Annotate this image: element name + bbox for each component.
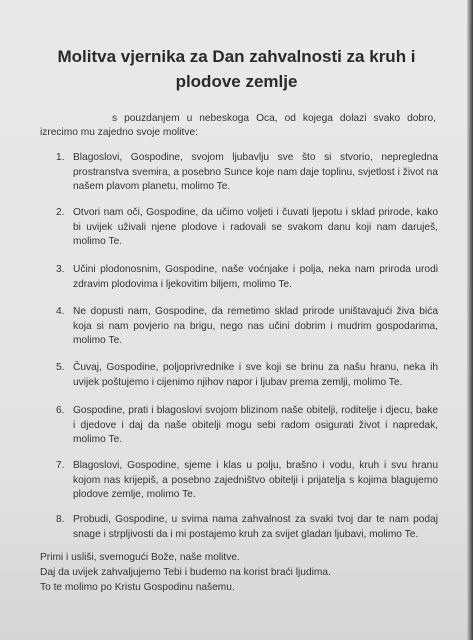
item-text: Čuvaj, Gospodine, poljoprivrednike i sve koji se brinu za našu hranu, neka ih uvijek poštujemo i cijenimo njihov napor i ljubav prema zemlji, molimo Te. xyxy=(73,362,438,388)
prayer-item-1 xyxy=(56,151,438,195)
prayer-item-6 xyxy=(56,404,438,448)
item-text: Ne dopusti nam, Gospodine, da remetimo sklad prirode uništavajući živa bića koja si nam povjerio na brigu, nego nas učini dobrim i mudrim gospodarima, molimo Te. xyxy=(73,306,438,346)
closing-line-3: To te molimo po Kristu Gospodinu našemu. xyxy=(40,582,235,593)
title-line-1: Molitva vjernika za Dan zahvalnosti za kruh i xyxy=(57,47,416,66)
item-text: Otvori nam oči, Gospodine, da učimo voljeti i čuvati ljepotu i sklad prirode, kako bi uvijek uživali njene plodove i radovali se svakom danu koji nam daruješ, molimo Te. xyxy=(73,207,438,247)
intro-paragraph xyxy=(40,112,436,140)
item-text: Gospodine, prati i blagoslovi svojom blizinom naše obitelji, roditelje i djecu, bake i djedove i daj da naše obitelji mogu sebi radom osigurati život i napredak, molimo Te. xyxy=(73,405,438,445)
prayer-item-4 xyxy=(56,305,438,349)
closing-prayer xyxy=(40,550,440,595)
prayer-item-5 xyxy=(56,361,438,390)
item-number: 8. xyxy=(56,514,65,525)
item-number: 4. xyxy=(56,306,65,317)
prayer-item-2 xyxy=(56,206,438,250)
item-number: 7. xyxy=(56,460,65,471)
title-line-2: plodove zemlje xyxy=(175,72,298,91)
item-text: Učini plodonosnim, Gospodine, naše voćnjake i polja, neka nam priroda urodi zdravim plodovima i ljekovitim biljem, molimo Te. xyxy=(73,264,438,290)
item-text: Blagoslovi, Gospodine, sjeme i klas u polju, brašno i vodu, kruh i svu hranu kojom nas krijepiš, a posebno zajedništvo obitelji i prijatelja s kojima blagujemo plodove zemlje, molimo Te. xyxy=(73,460,438,500)
prayer-item-3 xyxy=(56,263,438,292)
item-number: 1. xyxy=(56,152,65,163)
closing-line-2: Daj da uvijek zahvaljujemo Tebi i budemo na korist braći ljudima. xyxy=(40,567,331,578)
item-number: 5. xyxy=(56,362,65,373)
document-title xyxy=(30,44,443,94)
item-number: 3. xyxy=(56,264,65,275)
item-text: Probudi, Gospodine, u svima nama zahvalnost za svaki tvoj dar te nam podaj snage i strpljivosti da i mi postajemo kruh za svijet gladan ljubavi, molimo Te. xyxy=(73,514,438,540)
closing-line-1: Primi i usliši, svemogući Bože, naše molitve. xyxy=(40,552,240,563)
item-number: 2. xyxy=(56,207,65,218)
item-number: 6. xyxy=(56,405,65,416)
item-text: Blagoslovi, Gospodine, svojom ljubavlju sve što si stvorio, nepregledna prostranstva svemira, a posebno Sunce koje nam daje toplinu, svjetlost i život na našem plavom planetu, molimo Te. xyxy=(73,152,438,192)
prayer-item-8 xyxy=(56,513,438,542)
page-edge-shadow xyxy=(467,0,473,640)
intro-text: s pouzdanjem u nebeskoga Oca, od kojega dolazi svako dobro, izrecimo mu zajedno svoje molitve: xyxy=(40,113,436,138)
prayer-item-7 xyxy=(56,459,438,503)
